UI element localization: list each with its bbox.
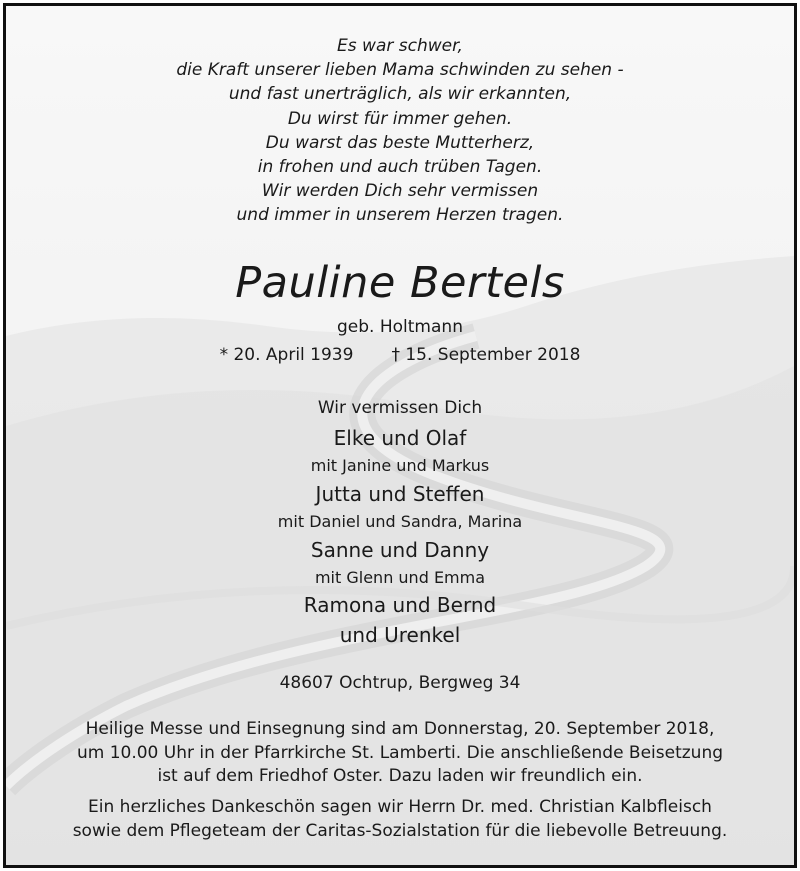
poem-line: Du wirst für immer gehen. (287, 108, 513, 129)
poem-line: die Kraft unserer lieben Mama schwinden zu sehen - (176, 60, 624, 81)
service-line: ist auf dem Friedhof Oster. Dazu laden wir freundlich ein. (157, 766, 643, 786)
service-details (6, 718, 794, 789)
thanks-note (6, 796, 794, 843)
mourner-line: mit Janine und Markus (310, 456, 490, 475)
mourner-line: mit Glenn und Emma (314, 568, 486, 587)
birth-name: geb. Holtmann (337, 317, 463, 337)
mourners-intro: Wir vermissen Dich (317, 398, 483, 418)
mourner-line: und Urenkel (339, 623, 461, 647)
poem-line: Es war schwer, (337, 36, 463, 56)
mourner-line: Ramona und Bernd (303, 593, 497, 617)
poem-line: Wir werden Dich sehr vermissen (261, 181, 539, 202)
deceased-name: Pauline Bertels (235, 258, 565, 308)
life-dates (6, 345, 794, 365)
poem-line: und immer in unserem Herzen tragen. (236, 205, 564, 226)
obituary-frame (3, 3, 797, 868)
service-line: um 10.00 Uhr in der Pfarrkirche St. Lamberti. Die anschließende Beisetzung (76, 742, 724, 763)
family-address: 48607 Ochtrup, Bergweg 34 (279, 673, 521, 693)
mourner-line: mit Daniel und Sandra, Marina (277, 512, 523, 531)
service-line: Heilige Messe und Einsegnung sind am Donnerstag, 20. September 2018, (85, 719, 715, 739)
death-date: † 15. September 2018 (391, 345, 581, 365)
thanks-line: Ein herzliches Dankeschön sagen wir Herrn Dr. med. Christian Kalbfleisch (88, 797, 712, 817)
poem-line: und fast unerträglich, als wir erkannten, (228, 84, 572, 105)
poem-line: in frohen und auch trüben Tagen. (257, 156, 543, 177)
mourner-line: Elke und Olaf (333, 426, 467, 450)
poem-line: Du warst das beste Mutterherz, (265, 132, 535, 153)
birth-date: * 20. April 1939 (219, 345, 354, 365)
poem (6, 34, 794, 228)
mourner-line: Sanne und Danny (310, 538, 490, 562)
thanks-line: sowie dem Pflegeteam der Caritas-Sozialstation für die liebevolle Betreuung. (72, 820, 728, 841)
mourner-line: Jutta und Steffen (315, 482, 485, 506)
